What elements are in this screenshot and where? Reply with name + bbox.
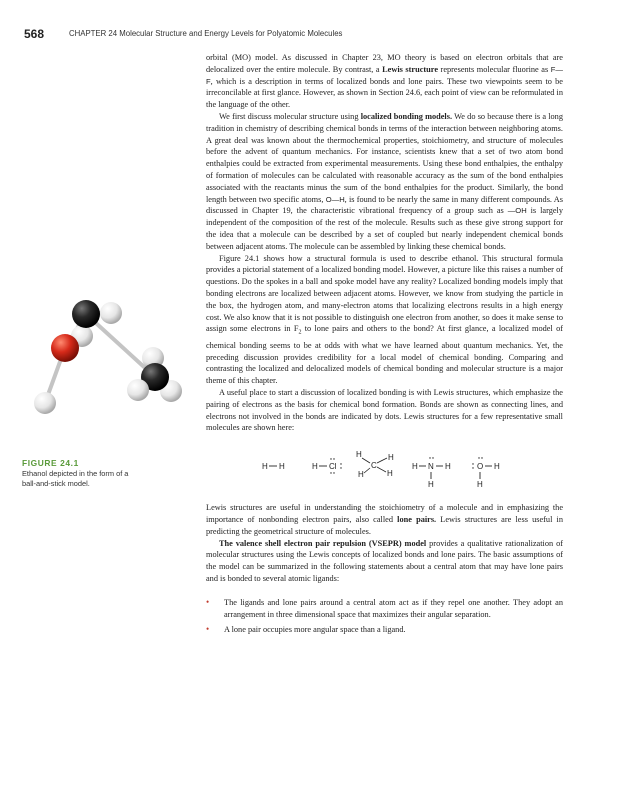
svg-text:H: H xyxy=(388,453,394,463)
page-header xyxy=(24,27,602,43)
svg-text:H: H xyxy=(358,470,364,480)
svg-text:N: N xyxy=(428,462,434,472)
formula-f2-subscript: 2 xyxy=(298,329,302,336)
svg-text:H: H xyxy=(387,469,393,479)
svg-text:H: H xyxy=(428,480,434,490)
svg-text:Cl: Cl xyxy=(329,462,337,472)
formula-oh-group: —OH xyxy=(507,206,527,216)
lewis-nh3 xyxy=(412,457,451,489)
main-text-column xyxy=(206,52,563,640)
paragraph-1: orbital (MO) model. As discussed in Chapter 23, MO theory is based on electron orbitals that are delocalized over the entire molecule. By contrast, a Lewis structure represents molecular fluorine as F—F, which is a description in terms of localized bonds and lone pairs. These two viewpoints seem to be irreconcilable at first glance. However, as shown in Section 24.6, each point of view can be reformulated in the language of the other. xyxy=(206,53,563,110)
svg-text:H: H xyxy=(412,462,418,472)
svg-text:H: H xyxy=(477,480,483,490)
ethanol-ball-and-stick-figure xyxy=(10,270,185,460)
svg-text:H: H xyxy=(356,450,362,460)
list-item: • The ligands and lone pairs around a central atom act as if they repel one another. They adopt an arrangement in three dimensional space that maximizes their angular separation. xyxy=(206,596,563,619)
formula-f2: F xyxy=(293,324,299,334)
svg-text:H: H xyxy=(445,462,451,472)
figure-caption: Ethanol depicted in the form of a ball-and-stick model. xyxy=(22,469,129,488)
oxygen-atom xyxy=(51,334,79,362)
paragraph-2: We first discuss molecular structure using localized bonding models. We do so because there is a long tradition in chemistry of describing chemical bonds in terms of the interaction between neighboring atoms. A great deal was known about the thermochemical properties, stoichiometry, and structure of molecules before the advent of quantum mechanics. For instance, scientists knew that a set of two atom bond enthalpies could be extracted from experimental measurements. Using these bond enthalpies, the enthalpy of formation of molecules can be calculated with reasonable accuracy as the sum of the bond enthalpies associated with the reactants minus the sum of the bond enthalpies for the product. Similarly, the bond length between two specific atoms, O—H, is found to be nearly the same in many different compounds. As discussed in Chapter 19, the characteristic vibrational frequency of a group such as —OH is largely independent of the composition of the rest of the molecule. Results such as these give strong support for the idea that a molecule can be described by a set of coupled but nearly independent chemical bonds between adjacent atoms. The molecule can be assembled by linking these chemical bonds. xyxy=(206,111,564,251)
formula-f-f: F—F xyxy=(206,64,563,86)
svg-text:H: H xyxy=(262,462,268,472)
figure-label: FIGURE 24.1 xyxy=(22,458,79,468)
svg-text:O: O xyxy=(477,462,484,472)
bullet-icon: • xyxy=(206,624,210,635)
lewis-structures-figure xyxy=(206,436,563,498)
svg-text:H: H xyxy=(494,462,500,472)
list-item: • A lone pair occupies more angular space than a ligand. xyxy=(206,624,406,635)
lewis-hcl xyxy=(312,458,342,473)
running-title: CHAPTER 24 Molecular Structure and Energy Levels for Polyatomic Molecules xyxy=(69,29,343,38)
paragraph-6: The valence shell electron pair repulsion (VSEPR) model provides a qualitative rationalization of molecular structures using the Lewis concepts of localized bonds and lone pairs. The basic assumptions of the model can be summarized in the following statements about a central atom that may have lone pairs and is bonded to several atomic ligands: xyxy=(206,538,563,583)
bullet-icon: • xyxy=(206,596,210,607)
vsepr-assumptions-list xyxy=(206,597,563,636)
term-vsepr: The valence shell electron pair repulsion (VSEPR) model xyxy=(219,538,427,548)
hydrogen-atom xyxy=(100,302,122,324)
page-number: 568 xyxy=(24,27,45,41)
svg-text:H: H xyxy=(279,462,285,472)
paragraph-3: Figure 24.1 shows how a structural formula is used to describe ethanol. This structural formula provides a pictorial statement of a localized bonding model. However, a picture like this raises a number of questions. Do the spokes in a ball and spoke model have any reality? Localized bonding models imply that bonding electrons are localized between adjacent atoms. However, we know from studying the particle in the box, the hydrogen atom, and many-electron atoms that localizing electrons results in a high energy cost. We also know that it is not possible to distinguish one electron from another, so does it make sense to assign some electrons in $F_2$ to lone pairs and others to the bond? At first glance, a localized model of chemical bonding seems to be at odds with what we have learned about quantum mechanics. Yet, the preceding discussion provides credibility for a local model of chemical bonding. Comparing and contrasting the localized and delocalized models of chemical bonding and molecular structure is a major theme of this chapter. xyxy=(206,253,564,386)
formula-o-h: O—H xyxy=(325,194,345,204)
svg-text:C: C xyxy=(371,461,377,471)
term-localized-bonding: localized bonding models. xyxy=(360,111,453,121)
lewis-ch4 xyxy=(356,450,394,479)
hydrogen-atom xyxy=(34,392,56,414)
carbon-atom xyxy=(72,300,100,328)
lewis-h2 xyxy=(262,462,285,471)
hydrogen-atom xyxy=(127,379,149,401)
paragraph-4: A useful place to start a discussion of localized bonding is with Lewis structures, which emphasize the pairing of electrons as the basis for chemical bond formation. Bonds are shown as connecting lines, and electrons not involved in the bonds are indicated by dots. Lewis structures for a few representative small molecules are shown here: xyxy=(206,387,563,433)
lewis-h2o xyxy=(472,457,500,489)
paragraph-5: Lewis structures are useful in understanding the stoichiometry of a molecule and in emphasizing the importance of nonbonding electron pairs, also called lone pairs. Lewis structures are less useful in predicting the geometrical structure of molecules. xyxy=(206,503,563,536)
term-lewis-structure: Lewis structure xyxy=(382,64,438,74)
svg-text:H: H xyxy=(312,462,318,472)
term-lone-pairs: lone pairs. xyxy=(397,514,437,524)
